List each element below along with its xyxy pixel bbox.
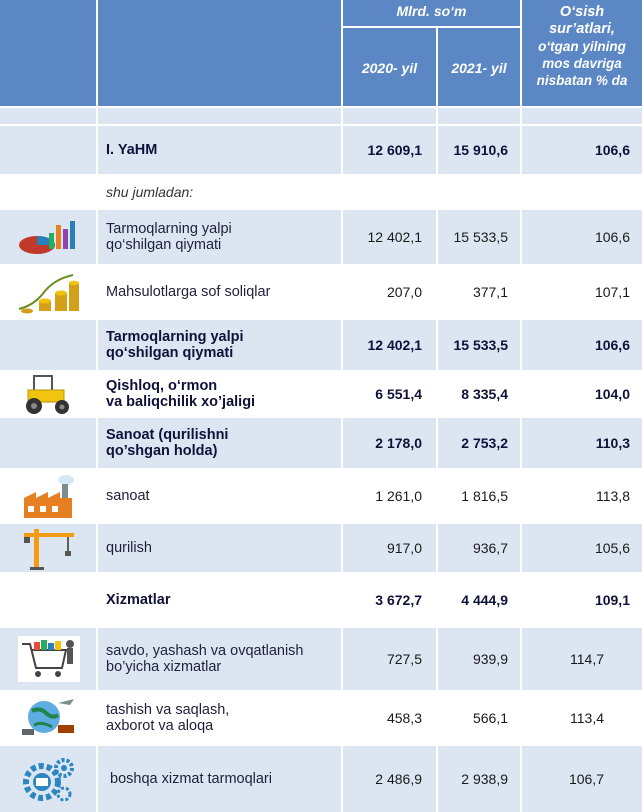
row-label [98, 320, 341, 370]
header-divider [343, 26, 520, 28]
row-icon-cell [0, 524, 96, 572]
row-value-growth: 109,1 [594, 592, 630, 608]
coins-growth-icon [15, 269, 81, 315]
row-icon-cell [0, 126, 96, 174]
gears-icon [20, 754, 76, 804]
header-unit: Mlrd. so‘m [343, 0, 520, 26]
header-blank-label-col [98, 0, 341, 106]
globe-transport-icon [18, 695, 78, 741]
row-value-growth: 107,1 [594, 284, 630, 300]
row-label-text: I. YaHM [106, 142, 158, 158]
row-value-2021: 8 335,4 [461, 386, 508, 402]
column-divider [520, 0, 522, 812]
column-divider [436, 28, 438, 812]
row-value-growth: 106,6 [594, 229, 630, 245]
row-icon-cell [0, 572, 96, 628]
row-value-2021: 377,1 [472, 284, 508, 300]
row-label [98, 370, 341, 418]
row-icon-cell [0, 320, 96, 370]
header-year-2020: 2020- yil [343, 28, 436, 106]
row-value-2021: 15 533,5 [453, 337, 508, 353]
row-value-growth: 105,6 [594, 540, 630, 556]
row-value-growth: 104,0 [594, 386, 630, 402]
row-label-line1: Tarmoqlarning yalpi [106, 221, 232, 237]
row-value-2021: 566,1 [472, 710, 508, 726]
shopping-cart-icon [16, 634, 80, 684]
row-icon-cell [0, 468, 96, 524]
row-icon-cell [0, 690, 96, 746]
row-value-growth: 113,4 [570, 710, 604, 726]
header-growth-line1: O‘sish [559, 4, 605, 20]
header-year-2021: 2021- yil [438, 28, 520, 106]
row-value-2020: 3 672,7 [375, 592, 422, 608]
row-value-2020: 12 402,1 [367, 337, 422, 353]
crane-icon [20, 525, 76, 571]
row-label-text: Mahsulotlarga sof soliqlar [106, 284, 271, 300]
row-label [98, 210, 341, 264]
row-value-2021: 15 910,6 [453, 142, 508, 158]
row-label-line1: tashish va saqlash, [106, 702, 230, 718]
header-growth-line3: o‘tgan yilning [538, 39, 626, 54]
row-icon-cell [0, 746, 96, 812]
row-label [98, 418, 341, 468]
row-value-2020: 1 261,0 [375, 488, 422, 504]
row-label-line2: bo’yicha xizmatlar [106, 659, 222, 675]
row-label [98, 264, 341, 320]
row-value-2021: 2 938,9 [461, 771, 508, 787]
row-value-2020: 2 178,0 [375, 435, 422, 451]
header-growth-line5: nisbatan % da [536, 73, 628, 88]
row-label-text: sanoat [106, 488, 150, 504]
header-growth-line4: mos davriga [542, 56, 622, 71]
row-value-2021: 2 753,2 [461, 435, 508, 451]
tractor-icon [20, 372, 76, 416]
row-label [98, 468, 341, 524]
row-label [98, 628, 341, 690]
row-value-growth: 106,7 [568, 771, 604, 787]
row-label [98, 572, 341, 628]
row-value-2020: 6 551,4 [375, 386, 422, 402]
row-value-growth: 106,6 [594, 337, 630, 353]
row-label-text: shu jumladan: [106, 184, 194, 200]
row-value-2021: 939,9 [472, 651, 508, 667]
row-value-2020: 2 486,9 [375, 771, 422, 787]
row-value-2021: 936,7 [472, 540, 508, 556]
row-value-2021: 15 533,5 [453, 229, 508, 245]
row-value-2020: 12 402,1 [367, 229, 422, 245]
row-value-2020: 12 609,1 [367, 142, 422, 158]
row-icon-cell [0, 628, 96, 690]
row-value-2020: 727,5 [386, 651, 422, 667]
row-label-line2: qo‘shilgan qiymati [106, 345, 234, 361]
row-value-growth: 110,3 [595, 435, 630, 451]
row-label [98, 746, 341, 812]
row-label-text: Xizmatlar [106, 592, 171, 608]
header-blank-icon-col [0, 0, 96, 106]
row-icon-cell [0, 210, 96, 264]
row-value-2020: 207,0 [386, 284, 422, 300]
row-label-text: boshqa xizmat tarmoqlari [110, 771, 272, 787]
row-value-2020: 917,0 [386, 540, 422, 556]
charts-icon [15, 215, 81, 259]
row-label [98, 524, 341, 572]
factory-icon [20, 472, 76, 520]
row-value-2021: 4 444,9 [461, 592, 508, 608]
row-value-growth: 113,8 [596, 488, 630, 504]
row-label-line2: va baliqchilik xo’jaligi [106, 394, 256, 410]
row-label [98, 690, 341, 746]
row-label-text: qurilish [106, 540, 152, 556]
row-label-line2: axborot va aloqa [106, 718, 214, 734]
row-icon-cell [0, 264, 96, 320]
row-value-2021: 1 816,5 [461, 488, 508, 504]
header-growth [522, 0, 642, 106]
row-label-line1: Qishloq, o‘rmon [106, 378, 218, 394]
row-label [98, 174, 341, 210]
row-label-line1: savdo, yashash va ovqatlanish [106, 643, 304, 659]
row-label-line1: Tarmoqlarning yalpi [106, 329, 244, 345]
row-icon-cell [0, 418, 96, 468]
row-label [98, 126, 341, 174]
row-icon-cell [0, 370, 96, 418]
row-label-line2: qo‘shilgan qiymati [106, 237, 222, 253]
column-divider [96, 0, 98, 812]
row-label-line2: qo’shgan holda) [106, 443, 218, 459]
row-value-growth: 106,6 [594, 142, 630, 158]
row-label-line1: Sanoat (qurilishni [106, 427, 229, 443]
row-value-2020: 458,3 [386, 710, 422, 726]
header-growth-line2: sur’atlari, [549, 21, 615, 37]
row-value-growth: 114,7 [570, 651, 604, 667]
column-divider [341, 0, 343, 812]
